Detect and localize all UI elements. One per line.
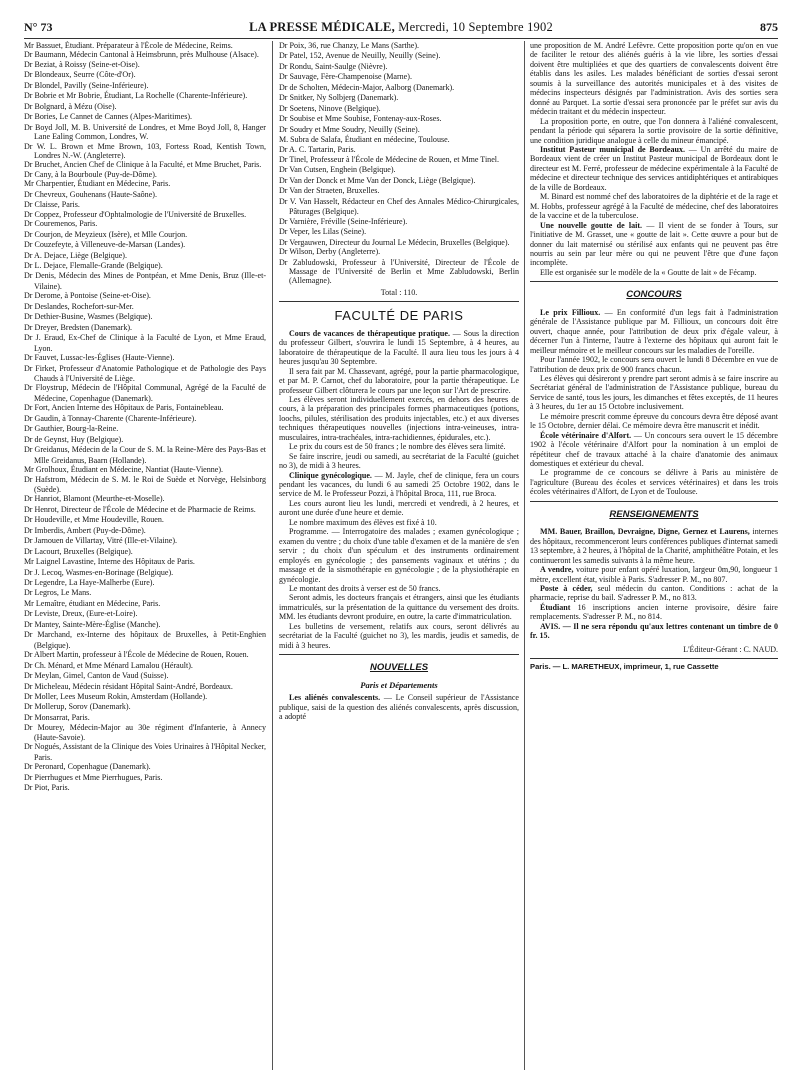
faculte-title: FACULTÉ DE PARIS (334, 308, 464, 324)
member-name: Dr Mollerup, Sorov (Danemark). (24, 702, 131, 712)
member-entry (24, 291, 266, 301)
member-entry (24, 403, 266, 413)
member-name: Dr Denis, Médecin des Mines de Pontpéan, et Mme Denis, Bruz (Ille-et-Vilaine). (24, 271, 266, 291)
member-entry (24, 723, 266, 742)
member-entry (279, 155, 519, 165)
member-name: Dr Courjon, de Meyzieux (Isère), et Mlle Courjon. (24, 229, 188, 239)
member-name: Dr Soudry et Mme Soudry, Neuilly (Seine). (279, 124, 420, 134)
nouvelles-subtitle: Paris et Départements (360, 679, 438, 690)
member-entry (24, 251, 266, 261)
member-name: Dr Snitker, Ny Solbjerg (Danemark). (279, 93, 399, 103)
member-name: Dr Bolgnard, à Mézu (Oise). (24, 101, 117, 111)
member-name: Dr Poix, 36, rue Chanzy, Le Mans (Sarthe). (279, 41, 420, 50)
member-entry (24, 81, 266, 91)
member-name: Dr Marchand, ex-Interne des hôpitaux de Bruxelles, à Petit-Enghien (Belgique). (24, 630, 266, 650)
member-entry (24, 424, 266, 434)
member-name: Dr Nogués, Assistant de la Clinique des Voies Urinaires à l'Hôpital Necker, Paris. (24, 742, 266, 762)
concours-title: CONCOURS (626, 289, 682, 301)
member-name: Dr W. L. Brown et Mme Brown, 103, Fortess Road, Kentish Town, Londres N.-W. (Angleterre). (24, 141, 266, 160)
columns (24, 41, 778, 1070)
column-1-member-list (24, 41, 266, 1070)
member-name: Dr Baumann, Médecin Cantonal à Heimsbrunn, près Mulhouse (Alsace). (24, 50, 259, 60)
member-name: Mr Grolhoux, Étudiant en Médecine, Nantiat (Haute-Vienne). (24, 465, 224, 475)
member-name: Dr A. Dejace, Liège (Belgique). (24, 250, 128, 260)
member-entry (24, 170, 266, 179)
member-name: Dr J. Eraud, Ex-Chef de Clinique à la Faculté de Lyon, et Mme Eraud, Lyon. (24, 333, 266, 353)
editor-credit: L'Éditeur-Gérant : C. NAUD. (683, 644, 778, 654)
member-name: Dr Soubise et Mme Soubise, Fontenay-aux-Roses. (279, 114, 442, 124)
member-entry (24, 142, 266, 161)
member-entry (24, 190, 266, 200)
member-entry (24, 682, 266, 692)
clinique-heading: Clinique gynécologique. (289, 470, 372, 480)
paragraph-text: — Sous la direction du professeur Gilbert, s'ouvrira le lundi 15 Septembre, à 4 heures, au laboratoire de thérapeutique de la Faculté. Il aura lieu tous les jours à 4 heures jusqu'au 30 Septembre. (279, 328, 519, 367)
alienes-heading: Les aliénés convalescents. (289, 693, 381, 703)
member-entry (24, 568, 266, 578)
newspaper-page (24, 20, 778, 1070)
member-name: Dr Couzefeyte, à Villeneuve-de-Marsan (Landes). (24, 240, 186, 250)
etudiant-heading: Étudiant (540, 602, 571, 612)
member-name: Dr Sauvage, Fère-Champenoise (Marne). (279, 72, 412, 82)
member-name: Dr Rondu, Saint-Saulge (Nièvre). (279, 61, 388, 71)
renseignements-paragraph (530, 527, 778, 565)
member-entry (24, 200, 266, 209)
member-entry (24, 219, 266, 229)
member-entry (24, 333, 266, 353)
member-entry (24, 435, 266, 445)
member-entry (279, 114, 519, 124)
member-name: Dr Van Cutsen, Enghein (Belgique). (279, 165, 396, 175)
member-name: Dr Greidanus, Médecin de la Cour de S. M. la Reine-Mère des Pays-Bas et Mlle Greidanus, Baarn (Hollande). (24, 445, 266, 465)
member-name: Dr Mourey, Médecin-Major au 30e régiment d'Infanterie, à Annecy (Haute-Savoie). (24, 723, 266, 742)
member-entry (24, 661, 266, 671)
goutte-paragraph (530, 221, 778, 268)
member-entry (24, 713, 266, 723)
faculte-paragraph: Se faire inscrire, jeudi ou samedi, au secrétariat de la Faculté (guichet no 3), de midi à 3 heures. (279, 451, 519, 471)
member-name: Dr Claisse, Paris. (24, 200, 80, 210)
member-entry (24, 70, 266, 80)
member-name: Dr Legendre, La Haye-Malherbe (Eure). (24, 578, 155, 588)
concours-paragraph: Le mémoire prescrit comme épreuve du concours devra être déposé avant le 15 Octobre, dernier délai. Ce mémoire devra être manuscrit et inédit. (530, 411, 778, 431)
faculte-paragraph: Les bulletins de versement, relatifs aux cours, seront délivrés au secrétariat de la Faculté (guichet no 3), les mardis, jeudis et samedis, de midi à 3 heures. (279, 621, 519, 650)
fillioux-heading: Le prix Fillioux. (540, 307, 601, 317)
member-name: Dr Houdeville, et Mme Houdeville, Rouen. (24, 515, 164, 525)
a-vendre-heading: A vendre, (540, 565, 574, 575)
member-name: Dr Leviste, Dreux, (Eure-et-Loire). (24, 609, 138, 619)
member-name: Dr Fort, Ancien Interne des Hôpitaux de Paris, Fontainebleau. (24, 403, 224, 413)
member-entry (24, 599, 266, 609)
member-name: Dr de Scholten, Médecin-Major, Aalborg (Danemark). (279, 82, 455, 92)
member-name: Dr Varnière, Fréville (Seine-Inférieure). (279, 216, 408, 226)
member-entry (279, 83, 519, 93)
member-entry (24, 465, 266, 475)
member-name: Dr Piot, Paris. (24, 783, 70, 793)
member-name: Dr Couremenos, Paris. (24, 219, 98, 229)
member-entry (279, 93, 519, 103)
member-name: Dr Bories, Le Cannet de Cannes (Alpes-Maritimes). (24, 112, 193, 122)
paragraph-text: seul médecin du canton. Conditions : achat de la pharmacie, reprise du bail. S'adresser P. M., no 813. (530, 584, 778, 603)
nouvelles-paragraph (279, 693, 519, 721)
paragraph-text: — M. Jayle, chef de clinique, fera un cours pendant les vacances, du lundi 6 au samedi 25 Octobre 1902, dans le service de M. le Professeur Pozzi, à l'hôpital Broca, 111, rue Broca. (279, 470, 519, 499)
member-entry (24, 230, 266, 240)
member-name: Dr Dreyer, Bredsten (Danemark). (24, 322, 133, 332)
member-entry (24, 50, 266, 59)
member-name: Mr Bassuet, Étudiant. Préparateur à l'École de Médecine, Reims. (24, 41, 233, 50)
member-name: Dr J. Lecoq, Wasmes-en-Borinage (Belgique). (24, 567, 174, 577)
member-entry (24, 271, 266, 291)
member-name: Dr Pierrhugues et Mme Pierrhugues, Paris. (24, 772, 163, 782)
paragraph-text: voiture pour enfant opéré luxation, largeur 0m,90, longueur 1 mètre, excellent état, visible à Paris. S'adresser P. M., no 807. (530, 565, 778, 584)
member-name: Dr Derome, à Pontoise (Seine-et-Oise). (24, 291, 151, 301)
member-name: Dr Lacourt, Bruxelles (Belgique). (24, 546, 133, 556)
member-entry (24, 179, 266, 189)
member-name: Dr Fauvet, Lussac-les-Églises (Haute-Vienne). (24, 353, 175, 363)
member-entry (24, 383, 266, 403)
column-divider (524, 41, 525, 1070)
member-entry (24, 773, 266, 783)
column-2 (279, 41, 519, 1070)
member-entry (279, 62, 519, 72)
member-name: Mr Laignel Lavastine, Interne des Hôpitaux de Paris. (24, 557, 195, 567)
member-name: Dr Patel, 152, Avenue de Neuilly, Neuilly (Seine). (279, 51, 441, 61)
member-name: Dr Zabludowski, Professeur à l'Université, Directeur de l'École de Massage de l'Université de Berlin et Mme Zabludowski, Berlin (Allemagne). (279, 257, 519, 286)
member-entry (279, 227, 519, 237)
member-entry (24, 578, 266, 588)
member-entry (279, 238, 519, 247)
section-rule (279, 301, 519, 302)
member-entry (279, 72, 519, 82)
member-name: Dr Floystrup, Médecin de l'Hôpital Communal, Agrégé de la Faculté de Médecine, Copenhague (Danemark). (24, 383, 266, 403)
member-name: Dr Soetens, Ninove (Belgique). (279, 103, 381, 113)
member-entry (24, 762, 266, 772)
member-entry (24, 240, 266, 250)
member-name: Dr Ch. Ménard, et Mme Ménard Lamalou (Hérault). (24, 660, 193, 670)
member-entry (24, 609, 266, 619)
member-list-continued (279, 41, 519, 286)
member-entry (279, 145, 519, 155)
renseignements-paragraph (530, 565, 778, 584)
faculte-paragraph: Seront admis, les docteurs français et étrangers, ainsi que les étudiants immatriculés, sur la présentation de la quittance du versement des droits. MM. les étudiants devront produire, en outre, la carte d'immatriculation. (279, 593, 519, 622)
pasteur-paragraph (530, 145, 778, 192)
paragraph-text: 16 inscriptions ancien interne provisoire, désire faire remplacements. S'adresser P. M., no 814. (530, 602, 778, 622)
member-name: Dr Deslandes, Rochefort-sur-Mer. (24, 301, 134, 311)
cours-vacances-heading: Cours de vacances de thérapeutique pratique. (289, 328, 450, 338)
member-entry (24, 414, 266, 424)
member-name: Dr L. Dejace, Flemalle-Grande (Belgique). (24, 260, 163, 270)
member-name: Dr Firket, Professeur d'Anatomie Pathologique et de Pathologie des Pays Chauds à l'Université de Liège. (24, 363, 266, 383)
member-name: Dr Monsarrat, Paris. (24, 712, 90, 722)
member-name: Dr Van der Donck et Mme Van der Donck, Liège (Belgique). (279, 175, 476, 185)
conferences-heading: MM. Bauer, Braillon, Devraigne, Digne, Gernez et Laurens, (540, 527, 750, 537)
member-entry (279, 104, 519, 114)
member-entry (279, 197, 519, 217)
concours-paragraph (530, 431, 778, 469)
member-entry (24, 312, 266, 322)
member-entry (24, 112, 266, 122)
member-entry (24, 445, 266, 465)
member-name: Dr Chevreux, Gouhenans (Haute-Saône). (24, 189, 157, 199)
member-entry (24, 302, 266, 312)
member-entry (24, 671, 266, 681)
paragraph-text: — En conformité d'un legs fait à l'administration générale de l'Assistance publique par M. Fillioux, un concours doit être ouvert, chaque année, pour l'attribution de deux prix d'égale valeur, à décerner l'un à l'interne, l'autre à l'externe des hôpitaux qui auront fait le meilleur mémoire et le meilleur concours sur les maladies de l'oreille. (530, 307, 778, 355)
section-rule (530, 281, 778, 282)
masthead-title (24, 20, 778, 35)
poste-heading: Poste à céder, (540, 584, 593, 594)
faculte-paragraph: Programme. — Interrogatoire des malades ; examen gynécologique ; examen du ventre ; du choix d'une table d'examen et de la manière de s'en servir ; du choix d'un spéculum et des instruments ordinairement employés en gynécologie ; des pansements vaginaux et utérins ; du massage et de la sismothérapie en gynécologie ; de la physiothérapie en gynécologie. (279, 527, 519, 584)
member-entry (24, 702, 266, 712)
member-entry (24, 742, 266, 762)
member-entry (24, 536, 266, 546)
member-entry (24, 41, 266, 50)
member-name: Dr Tinel, Professeur à l'École de Médecine de Rouen, et Mme Tinel. (279, 154, 500, 164)
member-name: Dr Blondeaux, Seurre (Côte-d'Or). (24, 70, 136, 80)
member-entry (279, 186, 519, 196)
printer-imprint: Paris. — L. MARETHEUX, imprimeur, 1, rue Cassette (530, 658, 778, 671)
faculte-paragraph: Il sera fait par M. Chassevant, agrégé, pour la partie pharmacologique, et par M. P. Carnot, chef du laboratoire, pour la partie thérapeutique. Le professeur Gilbert clôturera le cours par une leçon sur l'Art de prescrire. (279, 366, 519, 395)
member-name: Dr Jarnouen de Villartay, Vitré (Ille-et-Vilaine). (24, 536, 178, 546)
pasteur-heading: Institut Pasteur municipal de Bordeaux. (540, 144, 685, 154)
member-name: Dr Boyd Joll, M. B. Université de Londres, et Mme Boyd Joll, 8, Hanger Lane Ealing Common, Londres, W. (24, 122, 266, 142)
alfort-heading: École vétérinaire d'Alfort. (540, 430, 632, 440)
concours-paragraph: Le programme de ce concours se délivre à Paris au ministère de l'agriculture (Bureau des écoles et services vétérinaires) et dans les trois écoles vétérinaires d'Alfort, de Lyon et de Toulouse. (530, 468, 778, 497)
member-entry (24, 547, 266, 557)
member-name: M. Subra de Salafa, Étudiant en médecine, Toulouse. (279, 135, 450, 145)
member-entry (24, 783, 266, 793)
member-name: Dr Wilson, Derby (Angleterre). (279, 247, 381, 257)
paragraph-text: internes des hôpitaux, recommenceront leurs conférences publiques d'internat samedi 13 septembre, à 2 heures, à l'hôpital de la Charité, amphithéâtre Potain, et les continueront les samedis suivants à la même heure. (530, 527, 778, 565)
member-entry (24, 630, 266, 650)
goutte-heading: Une nouvelle goutte de lait. (540, 220, 643, 230)
member-entry (279, 51, 519, 61)
column-divider (272, 41, 273, 1070)
member-entry (24, 60, 266, 70)
member-entry (24, 494, 266, 504)
member-name: Dr Dethier-Busine, Wasmes (Belgique). (24, 312, 153, 322)
list-total: Total : 110. (380, 287, 418, 297)
member-entry (24, 515, 266, 525)
member-name: Mr Charpentier, Étudiant en Médecine, Paris. (24, 179, 171, 189)
member-name: Dr Vergauwen, Directeur du Journal Le Médecin, Bruxelles (Belgique). (279, 237, 510, 247)
concours-paragraph: Pour l'année 1902, le concours sera ouvert le lundi 8 Décembre en vue de l'attribution de deux prix de 900 francs chacun. (530, 355, 778, 374)
faculte-paragraph (279, 329, 519, 367)
member-name: Mr Lemaître, étudiant en Médecine, Paris. (24, 598, 161, 608)
member-name: Dr Legros, Le Mans. (24, 588, 92, 598)
member-entry (24, 323, 266, 333)
goutte-paragraph: Elle est organisée sur le modèle de la « Goutte de lait » de Fécamp. (540, 267, 757, 277)
issue-date: Mercredi, 10 Septembre 1902 (398, 20, 553, 34)
member-entry (24, 588, 266, 598)
member-name: Dr de Geynst, Huy (Belgique). (24, 434, 124, 444)
member-name: Dr Imberdis, Ambert (Puy-de-Dôme). (24, 525, 146, 535)
member-name: Dr A. C. Tartarin, Paris. (279, 144, 356, 154)
member-name: Dr Cany, à la Bourboule (Puy-de-Dôme). (24, 169, 157, 179)
member-entry (24, 650, 266, 660)
member-name: Dr Meylan, Gimel, Canton de Vaud (Suisse). (24, 671, 169, 681)
concours-paragraph (530, 308, 778, 355)
paragraph-text: — Le Conseil supérieur de l'Assistance publique, saisi de la question des aliénés convalescents, après discussion, a adopté (279, 693, 519, 721)
nouvelles-continued: une proposition de M. André Lefèvre. Cette proposition porte qu'on en vue de faciliter le retour des aliénés guéris à la vie libre, les sorties d'essai doivent être multipliées et que des quartiers de convalescents doivent être établis dans les asiles. Les malades bénéficiant de sorties d'essai seront soumis à la surveillance des autorités municipales et à des visites de médecins inspecteurs désignés par l'administration. Avis des sorties sera donné au Parquet. La sortie d'essai sera prononcée par le préfet sur avis du médecin traitant et du médecin inspecteur. (530, 41, 778, 117)
member-name: Dr Gaudin, à Tonnay-Charente (Charente-Inférieure). (24, 413, 197, 423)
faculte-paragraph: Le montant des droits à verser est de 50 francs. (289, 584, 441, 594)
member-entry (24, 102, 266, 112)
column-3 (530, 41, 778, 1070)
member-name: Dr Albert Martin, professeur à l'École de Médecine de Rouen, Rouen. (24, 650, 249, 660)
member-name: Dr Beziat, à Roissy (Seine-et-Oise). (24, 59, 140, 69)
page-number: 875 (760, 20, 778, 34)
member-entry (24, 353, 266, 363)
member-name: Dr Moller, Lees Museum Rokin, Amsterdam (Hollande). (24, 692, 208, 701)
member-entry (24, 620, 266, 630)
member-name: Dr Micheleau, Médecin résidant Hôpital Saint-André, Bordeaux. (24, 681, 233, 691)
paragraph-text: — Il vient de se fonder à Tours, sur l'initiative de M. Grasset, une « goutte de lait ». Cette œuvre a pour but de donner du lait maternisé ou stérilisé aux enfants qui ne peuvent pas être nourris au sein par leur mère ou qui ne peuvent l'être que d'une façon incomplète. (530, 220, 778, 268)
faculte-paragraph: Les élèves seront individuellement exercés, en dehors des heures de cours, à la préparation des principales formes pharmaceutiques (potions, loochs, pilules, stérilisation des produits injectables, etc.) et aux diverses techniques thérapeutiques nouvelles (injections intra-veineuses, intra-musculaires, intra-trachéales, intra-rachidiennes, épidurales, etc.). (279, 394, 519, 442)
member-entry (24, 505, 266, 515)
page-header (24, 20, 778, 39)
member-entry (24, 475, 266, 494)
member-entry (279, 258, 519, 286)
member-name: Dr Hanriot, Blamont (Meurthe-et-Moselle). (24, 494, 165, 504)
nouvelles-title: NOUVELLES (369, 662, 429, 674)
member-entry (279, 135, 519, 144)
member-entry (279, 41, 519, 51)
member-name: Dr Blondel, Pavilly (Seine-Inférieure). (24, 80, 149, 90)
member-entry (24, 123, 266, 142)
member-name: Dr Van der Straeten, Bruxelles. (279, 186, 380, 196)
member-entry (279, 125, 519, 135)
member-entry (279, 165, 519, 175)
pasteur-paragraph: M. Binard est nommé chef des laboratoires de la diphtérie et de la rage et M. Hobbs, professeur agrégé à la Faculté de médecine, chef des laboratoires de la vaccine et de la tuberculose. (530, 192, 778, 221)
faculte-paragraph: Les cours auront lieu les lundi, mercredi et vendredi, à 2 heures, et auront une durée d'une heure et demie. (279, 498, 519, 518)
renseignements-title: RENSEIGNEMENTS (609, 508, 699, 520)
faculte-paragraph: Le prix du cours est de 50 francs ; le nombre des élèves sera limité. (289, 442, 506, 452)
renseignements-paragraph (530, 584, 778, 603)
member-entry (24, 557, 266, 567)
member-name: Dr Bobrie et Mr Bobrie, Étudiant, La Rochelle (Charente-Inférieure). (24, 91, 248, 101)
member-entry (279, 217, 519, 227)
issue-number: N° 73 (24, 20, 53, 34)
member-entry (24, 261, 266, 271)
paragraph-text: — Un concours sera ouvert le 15 décembre 1902 à l'école vétérinaire d'Alfort pour la nomination à un emploi de répétiteur chef de travaux attaché à la chaire d'anatomie des animaux domestiques et extérieur du cheval. (530, 430, 778, 469)
member-entry (24, 91, 266, 101)
renseignements-paragraph (530, 603, 778, 622)
member-name: Dr Veper, les Lilas (Seine). (279, 227, 367, 237)
section-rule (530, 501, 778, 502)
member-entry (24, 526, 266, 536)
member-entry (24, 210, 266, 219)
member-entry (24, 364, 266, 384)
member-entry (279, 176, 519, 186)
member-name: Dr Peronard, Copenhague (Danemark). (24, 762, 151, 772)
member-entry (279, 247, 519, 257)
nouvelles-continued: La proposition porte, en outre, que l'on donnera à l'aliéné convalescent, pendant la période qui séparera la sortie provisoire de la sortie définitive, une condition juridique analogue à celle du mineur émancipé. (530, 116, 778, 145)
member-name: Dr V. Van Hasselt, Rédacteur en Chef des Annales Médico-Chirurgicales, Pâturages (Belgique). (279, 196, 519, 217)
avis-notice: AVIS. — Il ne sera répondu qu'aux lettres contenant un timbre de 0 fr. 15. (530, 621, 778, 641)
member-entry (24, 692, 266, 702)
member-name: Dr Gauthier, Bourg-la-Reine. (24, 424, 119, 434)
member-name: Dr Coppez, Professeur d'Ophtalmologie de l'Université de Bruxelles. (24, 209, 247, 219)
section-rule (279, 654, 519, 655)
member-entry (24, 160, 266, 169)
member-name: Dr Bruchet, Ancien Chef de Clinique à la Faculté, et Mme Bruchet, Paris. (24, 160, 262, 170)
member-name: Dr Hafstrom, Médecin de S. M. le Roi de Suède et Norvège, Helsinborg (Suède). (24, 475, 266, 494)
faculte-paragraph: Le nombre maximum des élèves est fixé à 10. (289, 517, 437, 527)
member-name: Dr Henrot, Directeur de l'École de Médecine et de Pharmacie de Reims. (24, 504, 256, 514)
faculte-paragraph (279, 471, 519, 499)
member-name: Dr Mantey, Sainte-Mère-Église (Manche). (24, 619, 161, 629)
journal-title: LA PRESSE MÉDICALE, (249, 20, 395, 34)
concours-paragraph: Les élèves qui désireront y prendre part seront admis à se faire inscrire au Secrétariat général de l'administration de l'Assistance publique, bureau du Service de santé, tous les jours, les dimanches et fêtes exceptés, de 11 heures à 3 heures, du 1er au 15 Octobre inclusivement. (530, 373, 778, 412)
paragraph-text: — Un arrêté du maire de Bordeaux vient de créer un Institut Pasteur municipal de Bordeaux dont le directeur est M. Ferré, professeur de médecine expérimentale à la Faculté de médecine et directeur technique des services antidiphtériques et antirabiques de la ville de Bordeaux. (530, 144, 778, 192)
